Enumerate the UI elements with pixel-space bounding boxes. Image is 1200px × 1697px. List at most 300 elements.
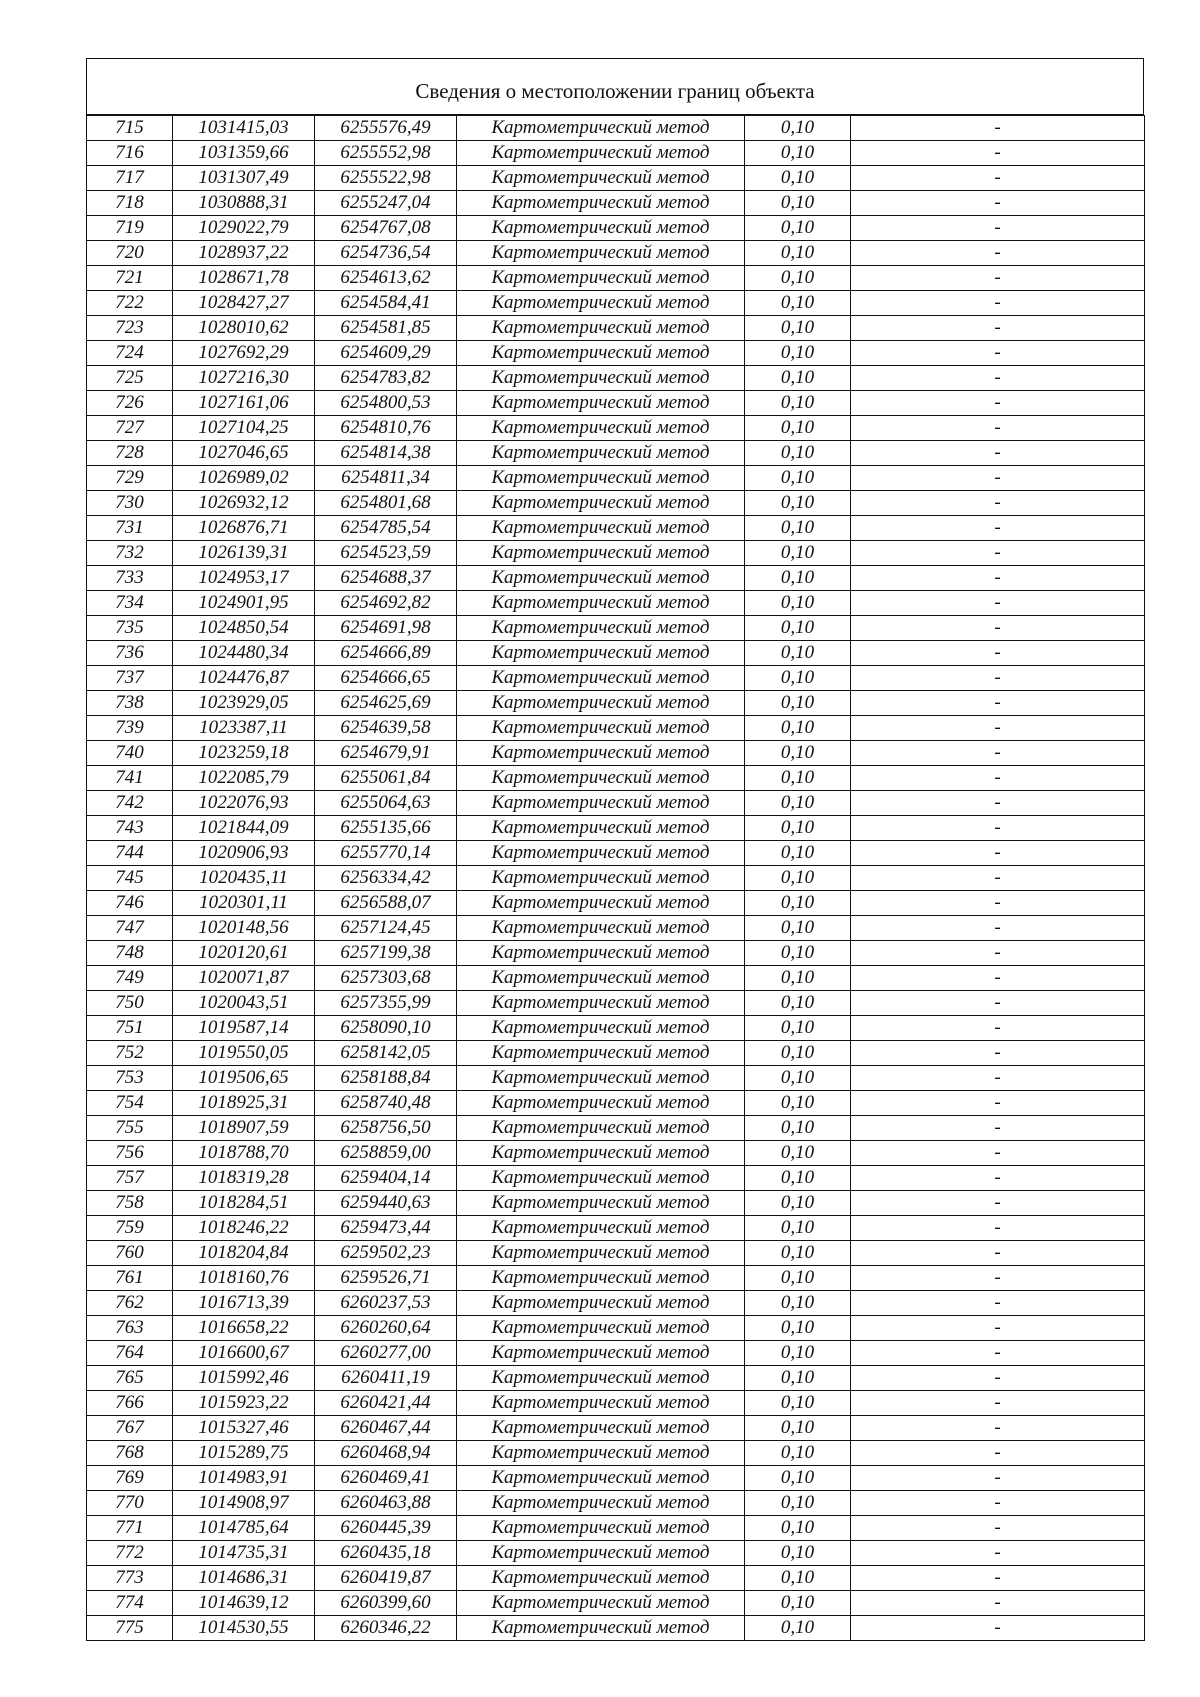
- method-cell: Картометрический метод: [457, 416, 745, 441]
- x-coordinate-cell: 1023387,11: [173, 716, 315, 741]
- accuracy-cell: 0,10: [745, 241, 851, 266]
- x-coordinate-cell: 1015992,46: [173, 1366, 315, 1391]
- description-cell: -: [851, 1066, 1145, 1091]
- method-cell: Картометрический метод: [457, 1516, 745, 1541]
- point-number-cell: 771: [87, 1516, 173, 1541]
- accuracy-cell: 0,10: [745, 391, 851, 416]
- table-row: [87, 141, 1145, 166]
- point-number-cell: 718: [87, 191, 173, 216]
- description-cell: -: [851, 941, 1145, 966]
- accuracy-cell: 0,10: [745, 1291, 851, 1316]
- table-row: [87, 1291, 1145, 1316]
- method-cell: Картометрический метод: [457, 1216, 745, 1241]
- accuracy-cell: 0,10: [745, 541, 851, 566]
- table-row: [87, 241, 1145, 266]
- point-number-cell: 743: [87, 816, 173, 841]
- point-number-cell: 747: [87, 916, 173, 941]
- method-cell: Картометрический метод: [457, 791, 745, 816]
- description-cell: -: [851, 1591, 1145, 1616]
- table-row: [87, 1516, 1145, 1541]
- x-coordinate-cell: 1020120,61: [173, 941, 315, 966]
- point-number-cell: 742: [87, 791, 173, 816]
- x-coordinate-cell: 1024953,17: [173, 566, 315, 591]
- accuracy-cell: 0,10: [745, 516, 851, 541]
- table-row: [87, 491, 1145, 516]
- y-coordinate-cell: 6254800,53: [315, 391, 457, 416]
- accuracy-cell: 0,10: [745, 266, 851, 291]
- point-number-cell: 736: [87, 641, 173, 666]
- method-cell: Картометрический метод: [457, 566, 745, 591]
- description-cell: -: [851, 691, 1145, 716]
- table-row: [87, 966, 1145, 991]
- accuracy-cell: 0,10: [745, 116, 851, 141]
- accuracy-cell: 0,10: [745, 341, 851, 366]
- y-coordinate-cell: 6254679,91: [315, 741, 457, 766]
- x-coordinate-cell: 1031307,49: [173, 166, 315, 191]
- x-coordinate-cell: 1023259,18: [173, 741, 315, 766]
- x-coordinate-cell: 1027692,29: [173, 341, 315, 366]
- method-cell: Картометрический метод: [457, 1416, 745, 1441]
- accuracy-cell: 0,10: [745, 1466, 851, 1491]
- point-number-cell: 723: [87, 316, 173, 341]
- x-coordinate-cell: 1014639,12: [173, 1591, 315, 1616]
- method-cell: Картометрический метод: [457, 1616, 745, 1641]
- y-coordinate-cell: 6258188,84: [315, 1066, 457, 1091]
- y-coordinate-cell: 6260399,60: [315, 1591, 457, 1616]
- method-cell: Картометрический метод: [457, 1341, 745, 1366]
- table-row: [87, 1266, 1145, 1291]
- x-coordinate-cell: 1018204,84: [173, 1241, 315, 1266]
- table-body: [87, 116, 1145, 1641]
- method-cell: Картометрический метод: [457, 1441, 745, 1466]
- accuracy-cell: 0,10: [745, 216, 851, 241]
- table-row: [87, 566, 1145, 591]
- accuracy-cell: 0,10: [745, 1341, 851, 1366]
- point-number-cell: 756: [87, 1141, 173, 1166]
- x-coordinate-cell: 1026139,31: [173, 541, 315, 566]
- x-coordinate-cell: 1016713,39: [173, 1291, 315, 1316]
- point-number-cell: 754: [87, 1091, 173, 1116]
- point-number-cell: 757: [87, 1166, 173, 1191]
- x-coordinate-cell: 1018246,22: [173, 1216, 315, 1241]
- y-coordinate-cell: 6260468,94: [315, 1441, 457, 1466]
- point-number-cell: 722: [87, 291, 173, 316]
- y-coordinate-cell: 6254584,41: [315, 291, 457, 316]
- method-cell: Картометрический метод: [457, 141, 745, 166]
- method-cell: Картометрический метод: [457, 841, 745, 866]
- point-number-cell: 720: [87, 241, 173, 266]
- accuracy-cell: 0,10: [745, 791, 851, 816]
- y-coordinate-cell: 6260277,00: [315, 1341, 457, 1366]
- point-number-cell: 715: [87, 116, 173, 141]
- method-cell: Картометрический метод: [457, 916, 745, 941]
- method-cell: Картометрический метод: [457, 1166, 745, 1191]
- table-row: [87, 391, 1145, 416]
- method-cell: Картометрический метод: [457, 1566, 745, 1591]
- x-coordinate-cell: 1020043,51: [173, 991, 315, 1016]
- x-coordinate-cell: 1024476,87: [173, 666, 315, 691]
- table-row: [87, 691, 1145, 716]
- y-coordinate-cell: 6258859,00: [315, 1141, 457, 1166]
- point-number-cell: 775: [87, 1616, 173, 1641]
- description-cell: -: [851, 741, 1145, 766]
- accuracy-cell: 0,10: [745, 1116, 851, 1141]
- accuracy-cell: 0,10: [745, 1091, 851, 1116]
- description-cell: -: [851, 866, 1145, 891]
- y-coordinate-cell: 6260463,88: [315, 1491, 457, 1516]
- accuracy-cell: 0,10: [745, 166, 851, 191]
- description-cell: -: [851, 1441, 1145, 1466]
- y-coordinate-cell: 6256588,07: [315, 891, 457, 916]
- method-cell: Картометрический метод: [457, 941, 745, 966]
- table-row: [87, 1216, 1145, 1241]
- x-coordinate-cell: 1014785,64: [173, 1516, 315, 1541]
- description-cell: -: [851, 1266, 1145, 1291]
- x-coordinate-cell: 1024480,34: [173, 641, 315, 666]
- table-row: [87, 1316, 1145, 1341]
- point-number-cell: 761: [87, 1266, 173, 1291]
- y-coordinate-cell: 6254613,62: [315, 266, 457, 291]
- table-row: [87, 1166, 1145, 1191]
- accuracy-cell: 0,10: [745, 741, 851, 766]
- description-cell: -: [851, 966, 1145, 991]
- y-coordinate-cell: 6260346,22: [315, 1616, 457, 1641]
- table-row: [87, 991, 1145, 1016]
- accuracy-cell: 0,10: [745, 991, 851, 1016]
- accuracy-cell: 0,10: [745, 891, 851, 916]
- point-number-cell: 739: [87, 716, 173, 741]
- x-coordinate-cell: 1015289,75: [173, 1441, 315, 1466]
- description-cell: -: [851, 1566, 1145, 1591]
- point-number-cell: 755: [87, 1116, 173, 1141]
- description-cell: -: [851, 816, 1145, 841]
- x-coordinate-cell: 1018160,76: [173, 1266, 315, 1291]
- accuracy-cell: 0,10: [745, 1041, 851, 1066]
- accuracy-cell: 0,10: [745, 1616, 851, 1641]
- method-cell: Картометрический метод: [457, 341, 745, 366]
- x-coordinate-cell: 1015327,46: [173, 1416, 315, 1441]
- x-coordinate-cell: 1018907,59: [173, 1116, 315, 1141]
- point-number-cell: 760: [87, 1241, 173, 1266]
- y-coordinate-cell: 6255552,98: [315, 141, 457, 166]
- method-cell: Картометрический метод: [457, 616, 745, 641]
- y-coordinate-cell: 6254688,37: [315, 566, 457, 591]
- x-coordinate-cell: 1027216,30: [173, 366, 315, 391]
- y-coordinate-cell: 6258090,10: [315, 1016, 457, 1041]
- y-coordinate-cell: 6258142,05: [315, 1041, 457, 1066]
- y-coordinate-cell: 6258740,48: [315, 1091, 457, 1116]
- table-row: [87, 816, 1145, 841]
- accuracy-cell: 0,10: [745, 641, 851, 666]
- y-coordinate-cell: 6254801,68: [315, 491, 457, 516]
- table-row: [87, 1116, 1145, 1141]
- point-number-cell: 749: [87, 966, 173, 991]
- description-cell: -: [851, 366, 1145, 391]
- description-cell: -: [851, 991, 1145, 1016]
- description-cell: -: [851, 566, 1145, 591]
- y-coordinate-cell: 6257124,45: [315, 916, 457, 941]
- method-cell: Картометрический метод: [457, 1541, 745, 1566]
- table-row: [87, 1466, 1145, 1491]
- table-row: [87, 1016, 1145, 1041]
- y-coordinate-cell: 6254523,59: [315, 541, 457, 566]
- accuracy-cell: 0,10: [745, 691, 851, 716]
- accuracy-cell: 0,10: [745, 966, 851, 991]
- table-row: [87, 466, 1145, 491]
- method-cell: Картометрический метод: [457, 1291, 745, 1316]
- x-coordinate-cell: 1026989,02: [173, 466, 315, 491]
- description-cell: -: [851, 916, 1145, 941]
- description-cell: -: [851, 316, 1145, 341]
- accuracy-cell: 0,10: [745, 916, 851, 941]
- method-cell: Картометрический метод: [457, 266, 745, 291]
- table-row: [87, 941, 1145, 966]
- method-cell: Картометрический метод: [457, 1266, 745, 1291]
- y-coordinate-cell: 6259502,23: [315, 1241, 457, 1266]
- method-cell: Картометрический метод: [457, 1366, 745, 1391]
- x-coordinate-cell: 1020148,56: [173, 916, 315, 941]
- table-row: [87, 1141, 1145, 1166]
- x-coordinate-cell: 1031359,66: [173, 141, 315, 166]
- x-coordinate-cell: 1028671,78: [173, 266, 315, 291]
- y-coordinate-cell: 6260445,39: [315, 1516, 457, 1541]
- method-cell: Картометрический метод: [457, 1391, 745, 1416]
- point-number-cell: 768: [87, 1441, 173, 1466]
- x-coordinate-cell: 1023929,05: [173, 691, 315, 716]
- point-number-cell: 738: [87, 691, 173, 716]
- table-row: [87, 791, 1145, 816]
- accuracy-cell: 0,10: [745, 466, 851, 491]
- method-cell: Картометрический метод: [457, 1016, 745, 1041]
- method-cell: Картометрический метод: [457, 166, 745, 191]
- x-coordinate-cell: 1018284,51: [173, 1191, 315, 1216]
- y-coordinate-cell: 6255522,98: [315, 166, 457, 191]
- method-cell: Картометрический метод: [457, 1116, 745, 1141]
- description-cell: -: [851, 291, 1145, 316]
- point-number-cell: 735: [87, 616, 173, 641]
- description-cell: -: [851, 1366, 1145, 1391]
- accuracy-cell: 0,10: [745, 1516, 851, 1541]
- point-number-cell: 748: [87, 941, 173, 966]
- description-cell: -: [851, 1316, 1145, 1341]
- y-coordinate-cell: 6258756,50: [315, 1116, 457, 1141]
- point-number-cell: 716: [87, 141, 173, 166]
- method-cell: Картометрический метод: [457, 766, 745, 791]
- table-row: [87, 191, 1145, 216]
- y-coordinate-cell: 6254666,65: [315, 666, 457, 691]
- accuracy-cell: 0,10: [745, 816, 851, 841]
- y-coordinate-cell: 6254691,98: [315, 616, 457, 641]
- x-coordinate-cell: 1028937,22: [173, 241, 315, 266]
- table-row: [87, 641, 1145, 666]
- description-cell: -: [851, 166, 1145, 191]
- table-row: [87, 866, 1145, 891]
- table-row: [87, 291, 1145, 316]
- y-coordinate-cell: 6254581,85: [315, 316, 457, 341]
- point-number-cell: 750: [87, 991, 173, 1016]
- y-coordinate-cell: 6260411,19: [315, 1366, 457, 1391]
- method-cell: Картометрический метод: [457, 516, 745, 541]
- x-coordinate-cell: 1016658,22: [173, 1316, 315, 1341]
- method-cell: Картометрический метод: [457, 1066, 745, 1091]
- document-page: [86, 58, 1144, 1641]
- y-coordinate-cell: 6254692,82: [315, 591, 457, 616]
- description-cell: -: [851, 616, 1145, 641]
- method-cell: Картометрический метод: [457, 191, 745, 216]
- method-cell: Картометрический метод: [457, 366, 745, 391]
- accuracy-cell: 0,10: [745, 1141, 851, 1166]
- method-cell: Картометрический метод: [457, 216, 745, 241]
- description-cell: -: [851, 466, 1145, 491]
- x-coordinate-cell: 1014983,91: [173, 1466, 315, 1491]
- x-coordinate-cell: 1029022,79: [173, 216, 315, 241]
- point-number-cell: 766: [87, 1391, 173, 1416]
- x-coordinate-cell: 1020435,11: [173, 866, 315, 891]
- description-cell: -: [851, 766, 1145, 791]
- method-cell: Картометрический метод: [457, 666, 745, 691]
- accuracy-cell: 0,10: [745, 616, 851, 641]
- y-coordinate-cell: 6255247,04: [315, 191, 457, 216]
- table-row: [87, 1541, 1145, 1566]
- description-cell: -: [851, 491, 1145, 516]
- y-coordinate-cell: 6260237,53: [315, 1291, 457, 1316]
- table-row: [87, 216, 1145, 241]
- method-cell: Картометрический метод: [457, 816, 745, 841]
- table-row: [87, 341, 1145, 366]
- y-coordinate-cell: 6255135,66: [315, 816, 457, 841]
- method-cell: Картометрический метод: [457, 491, 745, 516]
- y-coordinate-cell: 6254785,54: [315, 516, 457, 541]
- description-cell: -: [851, 416, 1145, 441]
- x-coordinate-cell: 1027161,06: [173, 391, 315, 416]
- description-cell: -: [851, 391, 1145, 416]
- description-cell: -: [851, 116, 1145, 141]
- x-coordinate-cell: 1018925,31: [173, 1091, 315, 1116]
- x-coordinate-cell: 1022076,93: [173, 791, 315, 816]
- method-cell: Картометрический метод: [457, 1041, 745, 1066]
- accuracy-cell: 0,10: [745, 1266, 851, 1291]
- y-coordinate-cell: 6257199,38: [315, 941, 457, 966]
- point-number-cell: 746: [87, 891, 173, 916]
- description-cell: -: [851, 1166, 1145, 1191]
- accuracy-cell: 0,10: [745, 716, 851, 741]
- table-row: [87, 666, 1145, 691]
- y-coordinate-cell: 6254810,76: [315, 416, 457, 441]
- method-cell: Картометрический метод: [457, 466, 745, 491]
- table-row: [87, 116, 1145, 141]
- accuracy-cell: 0,10: [745, 1191, 851, 1216]
- point-number-cell: 732: [87, 541, 173, 566]
- description-cell: -: [851, 266, 1145, 291]
- y-coordinate-cell: 6254639,58: [315, 716, 457, 741]
- method-cell: Картометрический метод: [457, 1316, 745, 1341]
- table-row: [87, 616, 1145, 641]
- point-number-cell: 773: [87, 1566, 173, 1591]
- accuracy-cell: 0,10: [745, 1391, 851, 1416]
- table-row: [87, 916, 1145, 941]
- description-cell: -: [851, 841, 1145, 866]
- description-cell: -: [851, 341, 1145, 366]
- point-number-cell: 759: [87, 1216, 173, 1241]
- table-row: [87, 1366, 1145, 1391]
- table-row: [87, 1566, 1145, 1591]
- y-coordinate-cell: 6254625,69: [315, 691, 457, 716]
- y-coordinate-cell: 6254609,29: [315, 341, 457, 366]
- accuracy-cell: 0,10: [745, 191, 851, 216]
- x-coordinate-cell: 1026876,71: [173, 516, 315, 541]
- table-row: [87, 1616, 1145, 1641]
- method-cell: Картометрический метод: [457, 991, 745, 1016]
- x-coordinate-cell: 1030888,31: [173, 191, 315, 216]
- point-number-cell: 719: [87, 216, 173, 241]
- accuracy-cell: 0,10: [745, 866, 851, 891]
- y-coordinate-cell: 6260435,18: [315, 1541, 457, 1566]
- method-cell: Картометрический метод: [457, 741, 745, 766]
- point-number-cell: 741: [87, 766, 173, 791]
- accuracy-cell: 0,10: [745, 1216, 851, 1241]
- accuracy-cell: 0,10: [745, 291, 851, 316]
- table-row: [87, 1591, 1145, 1616]
- accuracy-cell: 0,10: [745, 1066, 851, 1091]
- x-coordinate-cell: 1021844,09: [173, 816, 315, 841]
- description-cell: -: [851, 716, 1145, 741]
- method-cell: Картометрический метод: [457, 966, 745, 991]
- boundary-points-table: [86, 115, 1145, 1641]
- point-number-cell: 774: [87, 1591, 173, 1616]
- accuracy-cell: 0,10: [745, 666, 851, 691]
- x-coordinate-cell: 1020906,93: [173, 841, 315, 866]
- table-row: [87, 1191, 1145, 1216]
- point-number-cell: 751: [87, 1016, 173, 1041]
- y-coordinate-cell: 6257355,99: [315, 991, 457, 1016]
- y-coordinate-cell: 6255064,63: [315, 791, 457, 816]
- point-number-cell: 737: [87, 666, 173, 691]
- x-coordinate-cell: 1014530,55: [173, 1616, 315, 1641]
- x-coordinate-cell: 1026932,12: [173, 491, 315, 516]
- description-cell: -: [851, 541, 1145, 566]
- x-coordinate-cell: 1020301,11: [173, 891, 315, 916]
- description-cell: -: [851, 1016, 1145, 1041]
- table-row: [87, 591, 1145, 616]
- description-cell: -: [851, 1191, 1145, 1216]
- method-cell: Картометрический метод: [457, 541, 745, 566]
- x-coordinate-cell: 1019587,14: [173, 1016, 315, 1041]
- y-coordinate-cell: 6259473,44: [315, 1216, 457, 1241]
- point-number-cell: 725: [87, 366, 173, 391]
- method-cell: Картометрический метод: [457, 1191, 745, 1216]
- method-cell: Картометрический метод: [457, 1491, 745, 1516]
- table-row: [87, 316, 1145, 341]
- table-row: [87, 1091, 1145, 1116]
- point-number-cell: 717: [87, 166, 173, 191]
- point-number-cell: 769: [87, 1466, 173, 1491]
- point-number-cell: 745: [87, 866, 173, 891]
- table-title: Сведения о местоположении границ объекта: [86, 58, 1144, 115]
- y-coordinate-cell: 6254783,82: [315, 366, 457, 391]
- x-coordinate-cell: 1027046,65: [173, 441, 315, 466]
- description-cell: -: [851, 1616, 1145, 1641]
- method-cell: Картометрический метод: [457, 641, 745, 666]
- y-coordinate-cell: 6254811,34: [315, 466, 457, 491]
- accuracy-cell: 0,10: [745, 416, 851, 441]
- point-number-cell: 770: [87, 1491, 173, 1516]
- method-cell: Картометрический метод: [457, 691, 745, 716]
- point-number-cell: 758: [87, 1191, 173, 1216]
- y-coordinate-cell: 6254666,89: [315, 641, 457, 666]
- x-coordinate-cell: 1016600,67: [173, 1341, 315, 1366]
- description-cell: -: [851, 1241, 1145, 1266]
- point-number-cell: 733: [87, 566, 173, 591]
